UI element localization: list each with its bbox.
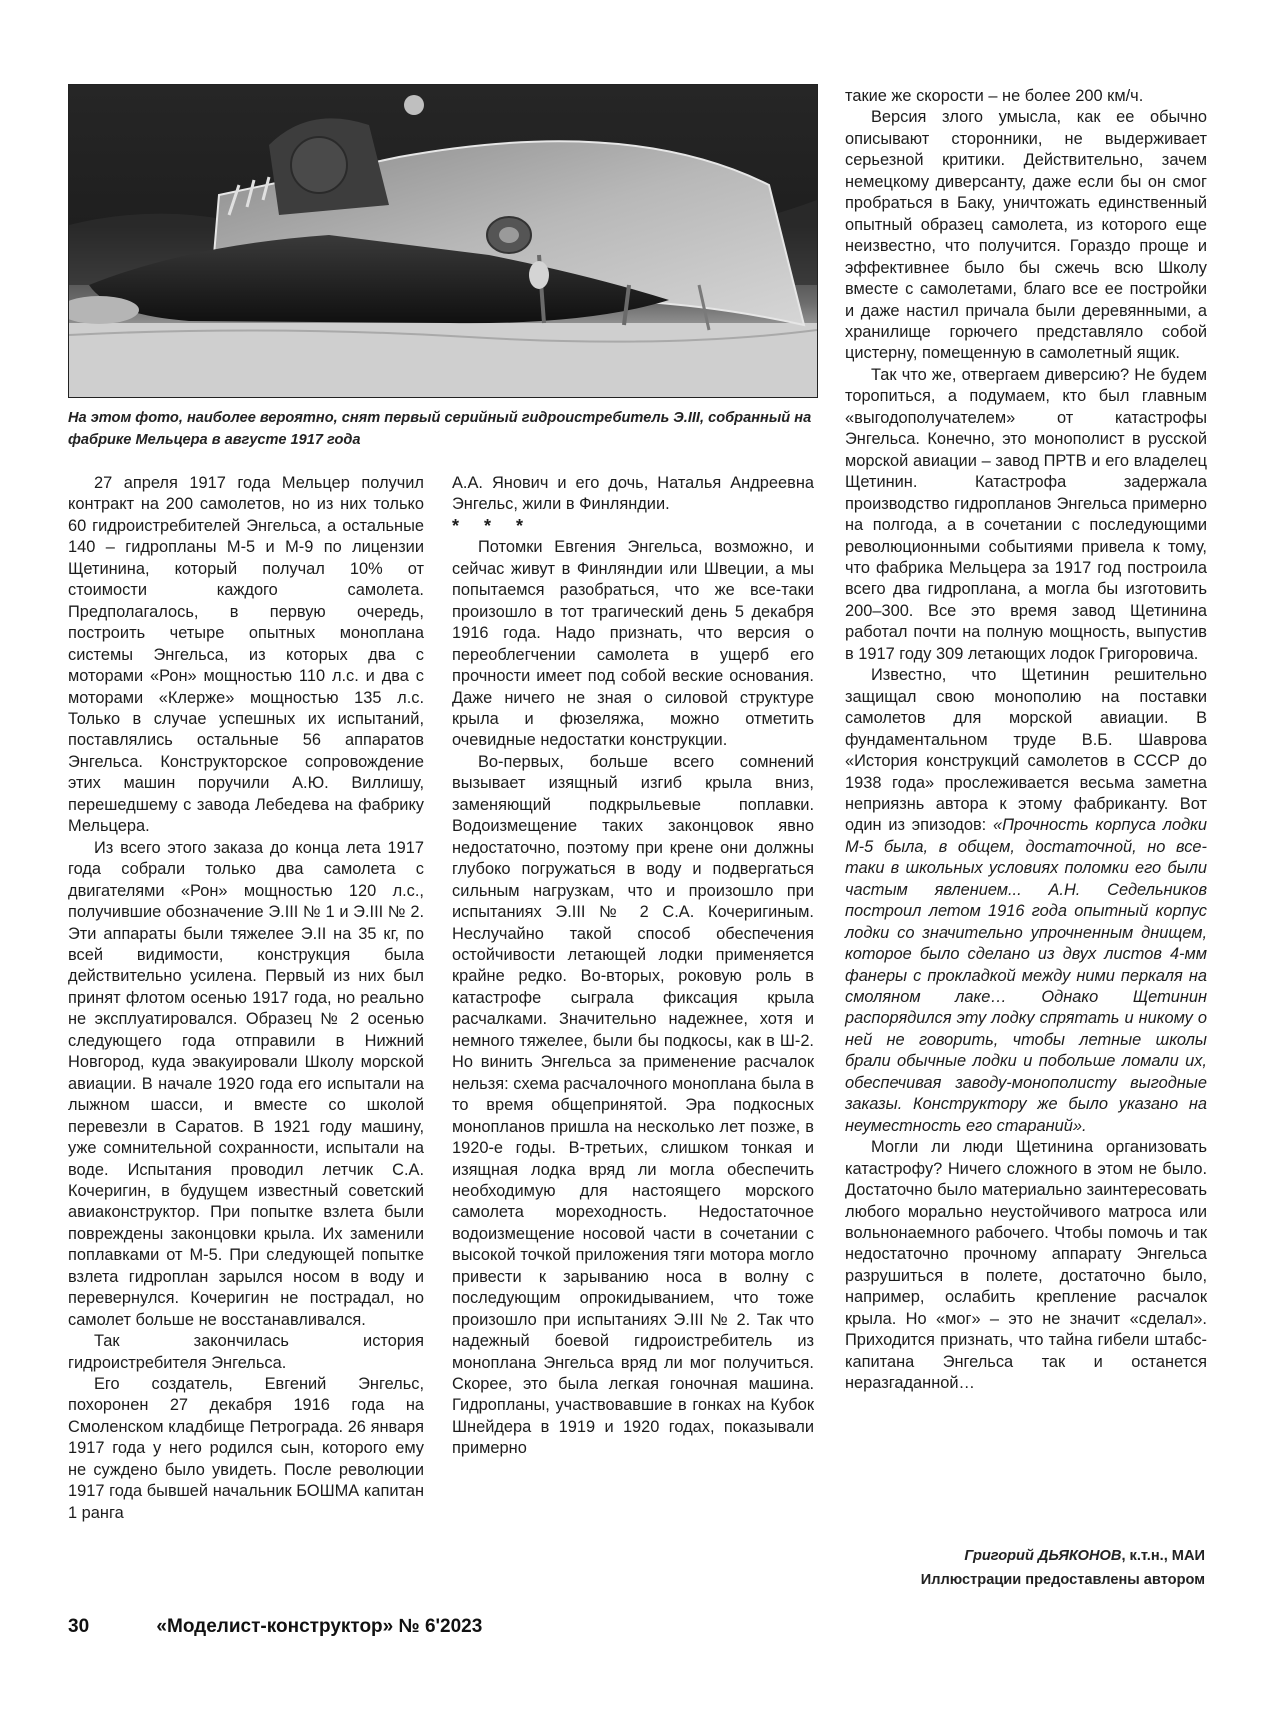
page-footer: [68, 1616, 482, 1638]
paragraph: Так закончилась история гидроистребителя Энгельса.: [68, 1332, 424, 1372]
photo-caption: На этом фото, наиболее вероятно, снят первый серийный гидроистребитель Э.III, собранный на фабрике Мельцера в августе 1917 года: [68, 410, 812, 448]
paragraph-text: Известно, что Щетинин решительно защищал свою монополию на поставки самолетов для морской авиации. В фундаментальном труде В.Б. Шаврова «История конструкций самолетов в СССР до 1938 года» прослеживается весьма заметна неприязнь автора к этому фабриканту. Вот один из эпизодов:: [845, 666, 1207, 835]
paragraph: Потомки Евгения Энгельса, возможно, и сейчас живут в Финляндии или Швеции, а мы попытаемся разобраться, что же все-таки произошло в тот трагический день 5 декабря 1916 года. Надо признать, что версия о переоблегчении самолета в ущерб его прочности имеет под собой веские основания. Даже ничего не зная о силовой структуре крыла и фюзеляжа, можно отметить очевидные недостатки конструкции.: [452, 538, 814, 750]
quote: «Прочность корпуса лодки М-5 была, в общем, достаточной, но все-таки в школьных условиях поломки его были частым явлением... А.Н. Седельников построил летом 1916 года опытный корпус лодки со значительно упрочненным днищем, которое было сделано из двух листов 4-мм фанеры с прокладкой между ними перкаля на смоляном лаке… Однако Щетинин распорядился эту лодку спрятать и никому о ней не говорить, чтобы летные школы брали обычные лодки и побольше ломали их, обеспечивая заводу-монополисту выгодные заказы. Конструктору же было указано на неуместность его стараний».: [845, 816, 1208, 1135]
paragraph-continued: А.А. Янович и его дочь, Наталья Андреевна Энгельс, жили в Финляндии.: [452, 474, 814, 514]
paragraph: Так что же, отвергаем диверсию? Не будем торопиться, а подумаем, кто был главным «выгодополучателем» от катастрофы Энгельса. Конечно, это монополист в русской морской авиации – завод ПРТВ и его владелец Щетинин. Катастрофа задержала производство гидропланов Энгельса примерно на полгода, а в сочетании с последующими революционными событиями привела к тому, что фабрика Мельцера за 1917 год построила всего два гидроплана, а могла бы изготовить 200–300. Все это время завод Щетинина работал почти на полную мощность, выпустив в 1917 году 309 летающих лодок Григоровича.: [845, 365, 1207, 663]
text-column-3: [845, 86, 1207, 1395]
author-name: Григорий ДЬЯКОНОВ: [964, 1548, 1122, 1564]
paragraph: 27 апреля 1917 года Мельцер получил контракт на 200 самолетов, но из них только 60 гидроистребителей Энгельса, а остальные 140 – гидропланы М-5 и М-9 по лицензии Щетинина, который получал 10% от стоимости каждого самолета. Предполагалось, в первую очередь, построить четыре опытных моноплана системы Энгельса, из которых два с моторами «Рон» мощностью 110 л.с. и два с моторами «Клерже» мощностью 135 л.с. Только в случае успешных их испытаний, поставлялись остальные 56 аппаратов Энгельса. Конструкторское сопровождение этих машин поручили А.Ю. Виллишу, перешедшему с завода Лебедева на фабрику Мельцера.: [68, 474, 424, 836]
aircraft-photo-drawing: [69, 85, 817, 397]
paragraph: Из всего этого заказа до конца лета 1917 года собрали только два самолета с двигателями «Рон» мощностью 120 л.с., получившие обозначение Э.III № 1 и Э.III № 2. Эти аппараты были тяжелее Э.II на 35 кг, по всей видимости, конструкция была действительно усилена. Первый из них был принят флотом осенью 1917 года, но реально не эксплуатировался. Образец № 2 осенью следующего года отправили в Нижний Новгород, куда эвакуировали Школу морской авиации. В начале 1920 года его испытали на лыжном шасси, и вместе со школой перевезли в Саратов. В 1921 году машину, уже сомнительной сохранности, испытали на воде. Испытания проводил летчик С.А. Кочеригин, в будущем известный советский авиаконструктор. При попытке взлета были повреждены законцовки крыла. Их заменили поплавками от М-5. При следующей попытке взлета гидроплан зарылся носом в воду и перевернулся. Кочеригин не пострадал, но самолет больше не восстанавливался.: [68, 838, 424, 1329]
author-block: [921, 1544, 1205, 1592]
page-number: 30: [68, 1616, 90, 1637]
text-column-1: [68, 473, 424, 1524]
journal-name: «Моделист-конструктор» № 6'2023: [156, 1616, 483, 1637]
illustration-credit: Иллюстрации предоставлены автором: [920, 1572, 1205, 1588]
aircraft-photo: [68, 84, 818, 398]
author-line: [921, 1544, 1205, 1568]
paragraph: [845, 665, 1207, 1137]
paragraph: Версия злого умысла, как ее обычно описывают сторонники, не выдерживает серьезной критики. Действительно, зачем немецкому диверсанту, даже если бы он смог пробраться в Баку, уничтожать единственный опытный образец самолета, из которого еще неизвестно, что получится. Гораздо проще и эффективнее было бы сжечь всю Школу вместе с самолетами, благо все ее постройки и даже настил причала были деревянными, а хранилище горючего представляло собой цистерну, помещенную в самолетный ящик.: [845, 108, 1207, 363]
paragraph: Во-первых, больше всего сомнений вызывает изящный изгиб крыла вниз, заменяющий подкрыльевые поплавки. Водоизмещение таких законцовок явно недостаточно, поэтому при крене они должны глубоко погружаться в воду и подвергаться сильным нагрузкам, что и произошло при испытаниях Э.III № 2 С.А. Кочеригиным. Неслучайно такой способ обеспечения остойчивости летающей лодки применяется крайне редко. Во-вторых, роковую роль в катастрофе сыграла фиксация крыла расчалками. Значительно надежнее, хотя и немного тяжелее, были бы подкосы, как в Ш-2. Но винить Энгельса за применение расчалок нельзя: схема расчалочного моноплана была в то время общепринятой. Эра подкосных монопланов пришла на несколько лет позже, в 1920-е годы. В-третьих, слишком тонкая и изящная лодка вряд ли могла обеспечить необходимую для настоящего морского самолета мореходность. Недостаточное водоизмещение носовой части в сочетании с высокой точкой приложения тяги мотора могло привести к зарыванию носа в волну с последующим опрокидыванием, что тоже произошло при испытаниях Э.III № 2. Так что надежный боевой гидроистребитель из моноплана Энгельса вряд ли мог получиться. Скорее, это была легкая гоночная машина. Гидропланы, участвовавшие в гонках на Кубок Шнейдера в 1919 и 1920 годах, показывали примерно: [452, 752, 814, 1458]
paragraph: Могли ли люди Щетинина организовать катастрофу? Ничего сложного в этом не было. Достаточно было материально заинтересовать любого морально неустойчивого матроса или вольнонаемного рабочего. Чтобы помочь и так недостаточно прочному аппарату Энгельса разрушиться в полете, достаточно было, например, ослабить крепление расчалок крыла. Но «мог» – это не значит «сделал». Приходится признать, что тайна гибели штабс-капитана Энгельса так и останется неразгаданной…: [845, 1138, 1207, 1393]
section-separator: * * *: [452, 515, 534, 536]
author-credentials: , к.т.н., МАИ: [1121, 1548, 1205, 1564]
paragraph: Его создатель, Евгений Энгельс, похоронен 27 декабря 1916 года на Смоленском кладбище Петрограда. 26 января 1917 года у него родился сын, которого ему не суждено было увидеть. После революции 1917 года бывшей начальник БОШМА капитан 1 ранга: [68, 1375, 424, 1522]
text-column-2: [452, 473, 814, 1460]
paragraph-continued: такие же скорости – не более 200 км/ч.: [845, 87, 1144, 105]
